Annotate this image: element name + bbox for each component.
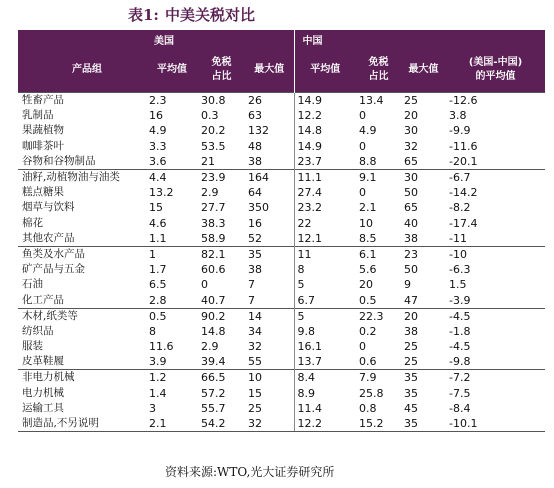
header-cn-dutyfree-l2: 占比 — [368, 71, 389, 82]
cell-cn-avg: 22 — [294, 216, 356, 231]
cell-cn-max: 30 — [401, 169, 446, 185]
cell-us-dutyfree-share: 60.6 — [201, 263, 226, 277]
table-row — [18, 123, 545, 138]
cell-us-avg: 1.2 — [146, 370, 198, 386]
cell-us-max: 64 — [248, 186, 262, 200]
table-row — [18, 216, 545, 231]
cell-us-dutyfree-share: 82.1 — [198, 246, 245, 262]
cell-us-dutyfree-share: 2.9 — [201, 186, 219, 200]
cell-us-dutyfree-share: 0.3 — [201, 109, 219, 123]
cell-diff-avg: -7.5 — [449, 386, 471, 400]
cell-product-group: 棉花 — [22, 216, 43, 229]
header-us-dutyfree — [198, 48, 245, 93]
cell-cn-avg: 5 — [294, 277, 356, 292]
cell-us-dutyfree-share: 23.9 — [198, 169, 245, 185]
cell-cn-max: 25 — [401, 93, 446, 109]
cell-cn-dutyfree-share: 6.1 — [356, 246, 401, 262]
header-diff — [446, 48, 545, 93]
cell-cn-avg: 23.2 — [294, 200, 356, 215]
header-us-dutyfree-l2: 占比 — [211, 71, 232, 82]
cell-cn-max: 50 — [404, 186, 418, 200]
table-row — [18, 139, 545, 154]
table-title-text: 中美关税对比 — [164, 6, 255, 24]
cell-cn-max: 47 — [404, 293, 418, 307]
cell-diff-avg: -14.2 — [449, 186, 478, 200]
cell-us-max: 35 — [245, 246, 294, 262]
cell-product-group: 非电力机械 — [18, 370, 146, 386]
cell-cn-max: 20 — [401, 308, 446, 324]
cell-cn-max: 40 — [404, 216, 418, 230]
cell-diff-avg: -17.4 — [449, 216, 478, 230]
cell-cn-max: 45 — [404, 401, 418, 415]
cell-product-group: 服装 — [22, 340, 43, 353]
cell-us-avg: 3.6 — [149, 154, 167, 168]
cell-cn-dutyfree-share: 20 — [359, 278, 373, 292]
cell-diff-avg: -10 — [446, 246, 545, 262]
cell-diff-avg: -11 — [449, 231, 467, 245]
table-title — [128, 4, 261, 26]
table-body — [18, 93, 545, 432]
cell-product-group: 糕点糖果 — [22, 186, 64, 199]
table-row — [18, 416, 545, 432]
cell-cn-avg: 14.8 — [294, 123, 356, 138]
cell-cn-avg: 13.7 — [294, 354, 356, 370]
cell-cn-dutyfree-share: 22.3 — [356, 308, 401, 324]
header-diff-l1: (美国-中国) — [468, 57, 523, 68]
cell-us-dutyfree-share: 38.3 — [201, 216, 226, 230]
header-cn-dutyfree — [356, 48, 401, 93]
cell-product-group: 制造品,不另说明 — [18, 416, 146, 432]
cell-cn-dutyfree-share: 15.2 — [356, 416, 401, 432]
cell-us-max: 26 — [245, 93, 294, 109]
cell-cn-max: 23 — [401, 246, 446, 262]
table-row — [18, 231, 545, 247]
cell-cn-dutyfree-share: 7.9 — [356, 370, 401, 386]
cell-us-avg: 1 — [146, 246, 198, 262]
table-row — [18, 246, 545, 262]
cell-cn-dutyfree-share: 8.5 — [359, 231, 377, 245]
cell-us-max: 350 — [248, 201, 269, 215]
cell-cn-dutyfree-share: 0 — [359, 340, 366, 354]
table-row — [18, 401, 545, 416]
table-row — [18, 370, 545, 386]
header-us-avg: 平均值 — [146, 48, 198, 93]
cell-us-avg: 4.6 — [149, 216, 167, 230]
cell-cn-max: 25 — [404, 340, 418, 354]
cell-us-max: 15 — [248, 386, 262, 400]
cell-cn-avg: 14.9 — [294, 139, 356, 154]
table-row — [18, 308, 545, 324]
cell-diff-avg: -11.6 — [449, 139, 478, 153]
cell-us-avg: 13.2 — [149, 186, 174, 200]
cell-us-max: 38 — [248, 154, 262, 168]
cell-cn-max: 38 — [404, 231, 418, 245]
cell-us-avg: 4.9 — [149, 124, 167, 138]
cell-us-avg: 16 — [149, 109, 163, 123]
cell-cn-max: 35 — [401, 370, 446, 386]
header-product-group: 产品组 — [18, 48, 146, 93]
cell-product-group: 运输工具 — [22, 401, 64, 414]
cell-diff-avg: -20.1 — [449, 154, 478, 168]
header-blank — [18, 30, 146, 48]
cell-us-dutyfree-share: 58.9 — [201, 231, 226, 245]
cell-us-avg: 1.1 — [149, 231, 167, 245]
cell-cn-avg: 23.7 — [294, 154, 356, 170]
cell-cn-dutyfree-share: 5.6 — [359, 263, 377, 277]
cell-cn-avg: 5 — [294, 308, 356, 324]
cell-us-dutyfree-share: 20.2 — [201, 124, 226, 138]
cell-us-dutyfree-share: 30.8 — [198, 93, 245, 109]
cell-cn-dutyfree-share: 0.5 — [359, 293, 377, 307]
cell-cn-avg: 12.2 — [294, 108, 356, 123]
cell-cn-max: 35 — [404, 386, 418, 400]
cell-cn-max: 20 — [404, 109, 418, 123]
table-row — [18, 169, 545, 185]
cell-diff-avg: 1.5 — [449, 278, 467, 292]
cell-cn-avg: 11 — [294, 246, 356, 262]
cell-us-max: 164 — [245, 169, 294, 185]
cell-cn-dutyfree-share: 2.1 — [359, 201, 377, 215]
cell-us-dutyfree-share: 53.5 — [201, 139, 226, 153]
cell-cn-max: 25 — [404, 355, 418, 369]
cell-cn-avg: 11.4 — [294, 401, 356, 416]
cell-product-group: 果蔬植物 — [22, 124, 64, 137]
cell-us-dutyfree-share: 66.5 — [198, 370, 245, 386]
cell-diff-avg: -7.2 — [446, 370, 545, 386]
cell-us-max: 63 — [248, 109, 262, 123]
cell-us-avg: 11.6 — [149, 340, 174, 354]
cell-cn-dutyfree-share: 0 — [359, 139, 366, 153]
cell-us-dutyfree-share: 39.4 — [201, 355, 226, 369]
cell-us-avg: 3 — [149, 401, 156, 415]
cell-diff-avg: -8.4 — [449, 401, 471, 415]
table-row — [18, 108, 545, 123]
cell-cn-avg: 12.2 — [294, 416, 356, 432]
cell-cn-dutyfree-share: 0 — [359, 186, 366, 200]
cell-us-dutyfree-share: 54.2 — [198, 416, 245, 432]
cell-us-max: 34 — [248, 324, 262, 338]
cell-us-dutyfree-share: 0 — [201, 278, 208, 292]
cell-us-avg: 6.5 — [149, 278, 167, 292]
cell-product-group: 谷物和谷物制品 — [22, 154, 96, 167]
cell-product-group: 皮革鞋履 — [22, 355, 64, 368]
cell-cn-avg: 27.4 — [294, 185, 356, 200]
cell-diff-avg: -6.3 — [449, 263, 471, 277]
cell-us-max: 32 — [245, 416, 294, 432]
cell-cn-dutyfree-share: 8.8 — [359, 154, 377, 168]
cell-cn-avg: 9.8 — [294, 324, 356, 339]
cell-us-avg: 0.5 — [146, 308, 198, 324]
cell-cn-avg: 12.1 — [294, 231, 356, 247]
cell-product-group: 咖啡茶叶 — [22, 139, 64, 152]
cell-us-dutyfree-share: 57.2 — [201, 386, 226, 400]
cell-us-avg: 3.9 — [149, 355, 167, 369]
cell-cn-max: 35 — [401, 416, 446, 432]
cell-cn-dutyfree-share: 10 — [359, 216, 373, 230]
cell-cn-dutyfree-share: 25.8 — [359, 386, 384, 400]
cell-diff-avg: -8.2 — [449, 201, 471, 215]
table-number: 表1: — [128, 6, 159, 24]
cell-cn-avg: 8.9 — [294, 386, 356, 401]
cell-cn-dutyfree-share: 0.8 — [359, 401, 377, 415]
cell-cn-avg: 6.7 — [294, 292, 356, 308]
table-row — [18, 354, 545, 370]
cell-product-group: 鱼类及水产品 — [18, 246, 146, 262]
cell-cn-max: 65 — [404, 154, 418, 168]
cell-diff-avg: -3.9 — [449, 293, 471, 307]
cell-cn-dutyfree-share: 4.9 — [359, 124, 377, 138]
cell-cn-dutyfree-share: 0.2 — [359, 324, 377, 338]
cell-diff-avg: -1.8 — [449, 324, 471, 338]
tariff-comparison-table — [18, 30, 545, 432]
table-row — [18, 339, 545, 354]
cell-us-max: 14 — [245, 308, 294, 324]
cell-product-group: 烟草与饮料 — [22, 201, 75, 214]
table-row — [18, 277, 545, 292]
cell-product-group: 电力机械 — [22, 386, 64, 399]
table-row — [18, 386, 545, 401]
cell-cn-dutyfree-share: 0 — [359, 109, 366, 123]
cell-us-dutyfree-share: 55.7 — [201, 401, 226, 415]
header-cn-max: 最大值 — [401, 48, 446, 93]
header-cn-avg: 平均值 — [294, 48, 356, 93]
cell-us-dutyfree-share: 40.7 — [201, 293, 226, 307]
cell-us-avg: 4.4 — [146, 169, 198, 185]
cell-us-dutyfree-share: 2.9 — [201, 340, 219, 354]
cell-us-avg: 1.4 — [149, 386, 167, 400]
cell-us-max: 7 — [248, 278, 255, 292]
table-row — [18, 200, 545, 215]
cell-product-group: 其他农产品 — [22, 231, 75, 244]
cell-cn-max: 32 — [404, 139, 418, 153]
cell-us-max: 52 — [248, 231, 262, 245]
cell-product-group: 化工产品 — [22, 293, 64, 306]
table-row — [18, 324, 545, 339]
cell-diff-avg: -4.5 — [446, 308, 545, 324]
cell-us-max: 10 — [245, 370, 294, 386]
cell-cn-max: 65 — [404, 201, 418, 215]
table-row — [18, 292, 545, 308]
cell-product-group: 牲畜产品 — [18, 93, 146, 109]
cell-product-group: 木材,纸类等 — [18, 308, 146, 324]
table-row — [18, 262, 545, 277]
cell-us-max: 48 — [248, 139, 262, 153]
cell-product-group: 石油 — [22, 278, 43, 291]
cell-cn-avg: 16.1 — [294, 339, 356, 354]
table-header — [18, 30, 545, 93]
cell-us-dutyfree-share: 27.7 — [201, 201, 226, 215]
cell-product-group: 乳制品 — [22, 109, 54, 122]
cell-cn-dutyfree-share: 13.4 — [356, 93, 401, 109]
cell-us-max: 25 — [248, 401, 262, 415]
cell-cn-avg: 11.1 — [294, 169, 356, 185]
table-row — [18, 154, 545, 170]
header-us-max: 最大值 — [245, 48, 294, 93]
cell-diff-avg: -4.5 — [449, 340, 471, 354]
cell-product-group: 油籽,动植物油与油类 — [18, 169, 146, 185]
cell-us-max: 16 — [248, 216, 262, 230]
cell-product-group: 纺织品 — [22, 324, 54, 337]
cell-us-avg: 2.3 — [146, 93, 198, 109]
cell-diff-avg: -10.1 — [446, 416, 545, 432]
header-us-dutyfree-l1: 免税 — [211, 57, 232, 68]
cell-cn-max: 50 — [404, 263, 418, 277]
cell-diff-avg: -6.7 — [446, 169, 545, 185]
cell-cn-avg: 14.9 — [294, 93, 356, 109]
cell-diff-avg: -9.8 — [449, 355, 471, 369]
source-note: 资料来源:WTO,光大证券研究所 — [165, 465, 335, 479]
table-row — [18, 185, 545, 200]
cell-us-avg: 8 — [149, 324, 156, 338]
cell-us-max: 38 — [248, 263, 262, 277]
header-diff-l2: 的平均值 — [475, 71, 516, 82]
header-cn-dutyfree-l1: 免税 — [368, 57, 389, 68]
cell-cn-dutyfree-share: 9.1 — [356, 169, 401, 185]
cell-us-dutyfree-share: 14.8 — [201, 324, 226, 338]
cell-cn-dutyfree-share: 0.6 — [359, 355, 377, 369]
header-cn-group: 中国 — [294, 30, 545, 48]
cell-us-dutyfree-share: 21 — [201, 154, 215, 168]
cell-us-avg: 3.3 — [149, 139, 167, 153]
cell-product-group: 矿产品与五金 — [22, 263, 85, 276]
cell-cn-avg: 8.4 — [294, 370, 356, 386]
cell-cn-max: 30 — [404, 124, 418, 138]
cell-us-avg: 2.1 — [146, 416, 198, 432]
cell-us-avg: 15 — [149, 201, 163, 215]
table-row — [18, 93, 545, 109]
cell-cn-max: 9 — [404, 278, 411, 292]
cell-us-avg: 1.7 — [149, 263, 167, 277]
cell-us-avg: 2.8 — [149, 293, 167, 307]
cell-us-max: 55 — [248, 355, 262, 369]
cell-us-max: 7 — [248, 293, 255, 307]
cell-us-dutyfree-share: 90.2 — [198, 308, 245, 324]
cell-us-max: 32 — [248, 340, 262, 354]
cell-cn-avg: 8 — [294, 262, 356, 277]
cell-diff-avg: -12.6 — [446, 93, 545, 109]
cell-us-max: 132 — [248, 124, 269, 138]
cell-diff-avg: 3.8 — [449, 109, 467, 123]
header-us-group: 美国 — [146, 30, 294, 48]
cell-diff-avg: -9.9 — [449, 124, 471, 138]
cell-cn-max: 38 — [404, 324, 418, 338]
